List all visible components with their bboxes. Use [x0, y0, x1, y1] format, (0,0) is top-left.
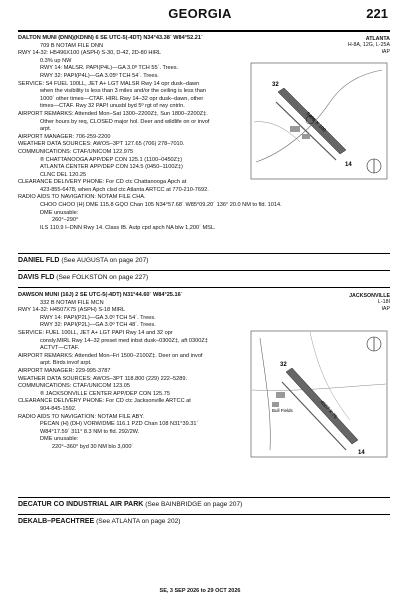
page-header: [0, 0, 400, 30]
entry-divider: [18, 514, 390, 515]
dalton-line: 0.3% up NW: [40, 57, 72, 64]
dalton-line: 260°–290°: [52, 217, 79, 224]
dalton-line: times—CTAF. Rwy 32 PAPI unusbl byd 5º rgt of rwy cntrln.: [40, 103, 185, 110]
page-number: 221: [366, 6, 388, 21]
dalton-iap: IAP: [381, 48, 390, 55]
entry-divider: [18, 253, 390, 254]
dekalb-name: DEKALB–PEACHTREE: [18, 518, 95, 525]
dalton-line: WEATHER DATA SOURCES: AWOS–3PT 127.65 (706) 278–7010.: [18, 141, 185, 148]
decatur-name: DECATUR CO INDUSTRIAL AIR PARK: [18, 501, 144, 508]
dalton-line: when the visibility is less than 3 miles and/or the ceiling is less than: [40, 88, 207, 95]
dawson-line: AIRPORT REMARKS: Attended Mon–Fri 1500–2100Z‡. Deer on and invof: [18, 352, 203, 359]
dalton-line: ILS 110.9 I–DNN Rwy 14. Class IB. Autp cpd apch NA blw 1,200´ MSL.: [40, 224, 216, 231]
dawson-line: RWY 32: PAPI(P2L)—GA 3.0º TCH 48´. Trees.: [40, 322, 156, 329]
dalton-title: DALTON MUNI (DNN)(KDNN) 6 SE UTC-5(-4DT) N34°43.38´ W84°52.21´: [18, 35, 203, 41]
dalton-line: CLEARANCE DELIVERY PHONE: For CD ctc Chattanooga Apch at: [18, 179, 187, 186]
dalton-runway-number-14: 14: [345, 162, 352, 168]
dalton-runway-dims: 5496 X 100: [304, 111, 327, 134]
dawson-title: DAWSON MUNI (16J) 2 SE UTC-5(-4DT) N31°44.60´ W84°25.16´: [18, 292, 183, 298]
dalton-line: arpt.: [40, 126, 52, 133]
dalton-line: AIRPORT REMARKS: Attended Mon–Sat 1300–2200Z‡, Sun 1800–2200Z‡.: [18, 110, 208, 117]
dawson-runway-number-14: 14: [358, 450, 365, 456]
dawson-line: 904-845-1592.: [40, 405, 77, 412]
dalton-line: COMMUNICATIONS: CTAF/UNICOM 122.975: [18, 148, 134, 155]
dalton-airport-diagram: [250, 62, 388, 180]
dalton-charts: H-8A, 12G, L-25A: [347, 42, 390, 49]
dawson-region: JACKSONVILLE: [349, 293, 390, 299]
dawson-line: RWY 14: PAPI(P2L)—GA 3.0º TCH 54´. Trees.: [40, 314, 156, 321]
davis-fld-name: DAVIS FLD: [18, 274, 55, 281]
decatur-see: (See BAINBRIDGE on page 207): [145, 501, 243, 508]
dawson-line: RWY 14-32: H4507X75 (ASPH) S-18 MIRL: [18, 307, 126, 314]
dalton-line: RADIO AIDS TO NAVIGATION: NOTAM FILE CHA.: [18, 194, 146, 201]
dawson-line: COMMUNICATIONS: CTAF/UNICOM 123.05: [18, 383, 130, 390]
dawson-line: AIRPORT MANAGER: 229-995-3787: [18, 367, 111, 374]
decatur-ref: [18, 501, 242, 508]
dawson-region-block: [349, 293, 390, 312]
dawson-runway-dims: 4507 X 75: [318, 399, 339, 421]
dalton-line: CHOO CHOO (H) DME 115.8 GQO Chan 105 N34°57.68´ W85°09.20´ 136° 20.0 NM to fld. 1014.: [40, 202, 282, 209]
daniel-fld-see: (See AUGUSTA on page 207): [61, 257, 149, 264]
bull-fields-label: Bull Fields: [272, 408, 293, 413]
dalton-line: DME unusable:: [40, 209, 79, 216]
entry-divider: [18, 270, 390, 271]
dawson-line: ® JACKSONVILLE CENTER APP/DEP CON 125.75: [40, 390, 170, 397]
dekalb-ref: [18, 518, 181, 525]
dawson-line: PECAN (H) (DH) VORW/DME 116.1 PZD Chan 108 N31°39.31´: [40, 421, 199, 428]
dawson-line: arpt. Birds invof arpt.: [40, 360, 92, 367]
dalton-region: ATLANTA: [365, 36, 390, 42]
daniel-fld-name: DANIEL FLD: [18, 257, 60, 264]
dawson-line: SERVICE: FUEL 100LL, JET A+ LGT PAPI Rwy 14 and 32 opr: [18, 329, 173, 336]
dawson-charts: L-18I: [377, 299, 390, 306]
dawson-runway-number-32: 32: [280, 362, 287, 368]
dalton-line: 709 B NOTAM FILE DNN: [40, 42, 103, 49]
dalton-runway-number-32: 32: [272, 82, 279, 88]
dalton-line: RWY 32: PAPI(P4L)—GA 3.05º TCH 54´. Trees.: [40, 72, 159, 79]
daniel-fld-ref: [18, 257, 148, 264]
dalton-line: ® CHATTANOOGA APP/DEP CON 125.1 (1100–0450Z‡): [40, 156, 183, 163]
dekalb-see: (See ATLANTA on page 202): [96, 518, 181, 525]
entry-divider: [18, 287, 390, 288]
dalton-line: Other hours by req, CLOSED major hol. Deer and wildlife on or invof: [40, 118, 210, 125]
dalton-line: 1000´ other times—CTAF. HIRL Rwy 14–32 opr dusk–dawn, other: [40, 95, 204, 102]
dawson-line: 332 B NOTAM FILE MCN: [40, 299, 104, 306]
dawson-line: 220°–360° byd 30 NM blo 3,000´: [52, 443, 134, 450]
dawson-line: RADIO AIDS TO NAVIGATION: NOTAM FILE ABY.: [18, 413, 144, 420]
dalton-line: RWY 14: MALSR. PAPI(P4L)—GA 3.0º TCH 55´. Trees.: [40, 65, 179, 72]
dalton-line: SERVICE: S4 FUEL 100LL, JET A+ LGT MALSR Rwy 14 opr dusk–dawn: [18, 80, 200, 87]
davis-fld-ref: [18, 274, 148, 281]
dalton-line: AIRPORT MANAGER: 706-259-2200: [18, 133, 111, 140]
dawson-line: W84°17.59´ 311° 8.3 NM to fld. 292/2W.: [40, 428, 140, 435]
dawson-line: ACTVT—CTAF.: [40, 345, 80, 352]
header-rule: [18, 30, 390, 32]
dawson-airport-diagram: [250, 330, 388, 458]
dalton-line: CLNC DEL 120.25: [40, 171, 87, 178]
dawson-line: consly.MIRL Rwy 14–32 preset med inbst dusk–0300Z‡, aft 0300Z‡: [40, 337, 208, 344]
entry-divider: [18, 497, 390, 498]
dawson-line: CLEARANCE DELIVERY PHONE: For CD ctc Jacksonville ARTCC at: [18, 398, 191, 405]
state-title: GEORGIA: [168, 6, 232, 21]
dalton-line: RWY 14-32: H5496X100 (ASPH) S-30, D-42, 2D-80 HIRL: [18, 50, 162, 57]
dalton-region-block: [348, 36, 390, 55]
footer-effective-dates: SE, 3 SEP 2026 to 29 OCT 2026: [159, 588, 241, 594]
dawson-iap: IAP: [381, 305, 390, 312]
davis-fld-see: (See FOLKSTON on page 227): [56, 274, 149, 281]
dalton-line: ATLANTA CENTER APP/DEP CON 124.5 (0450–1100Z‡): [40, 164, 183, 171]
dawson-line: DME unusable:: [40, 436, 79, 443]
dalton-line: 423-855-6478, when Apch clsd ctc Atlanta ARTCC at 770-210-7692.: [40, 186, 209, 193]
dawson-line: WEATHER DATA SOURCES: AWOS–3PT 118.800 (229) 222–5289.: [18, 375, 188, 382]
